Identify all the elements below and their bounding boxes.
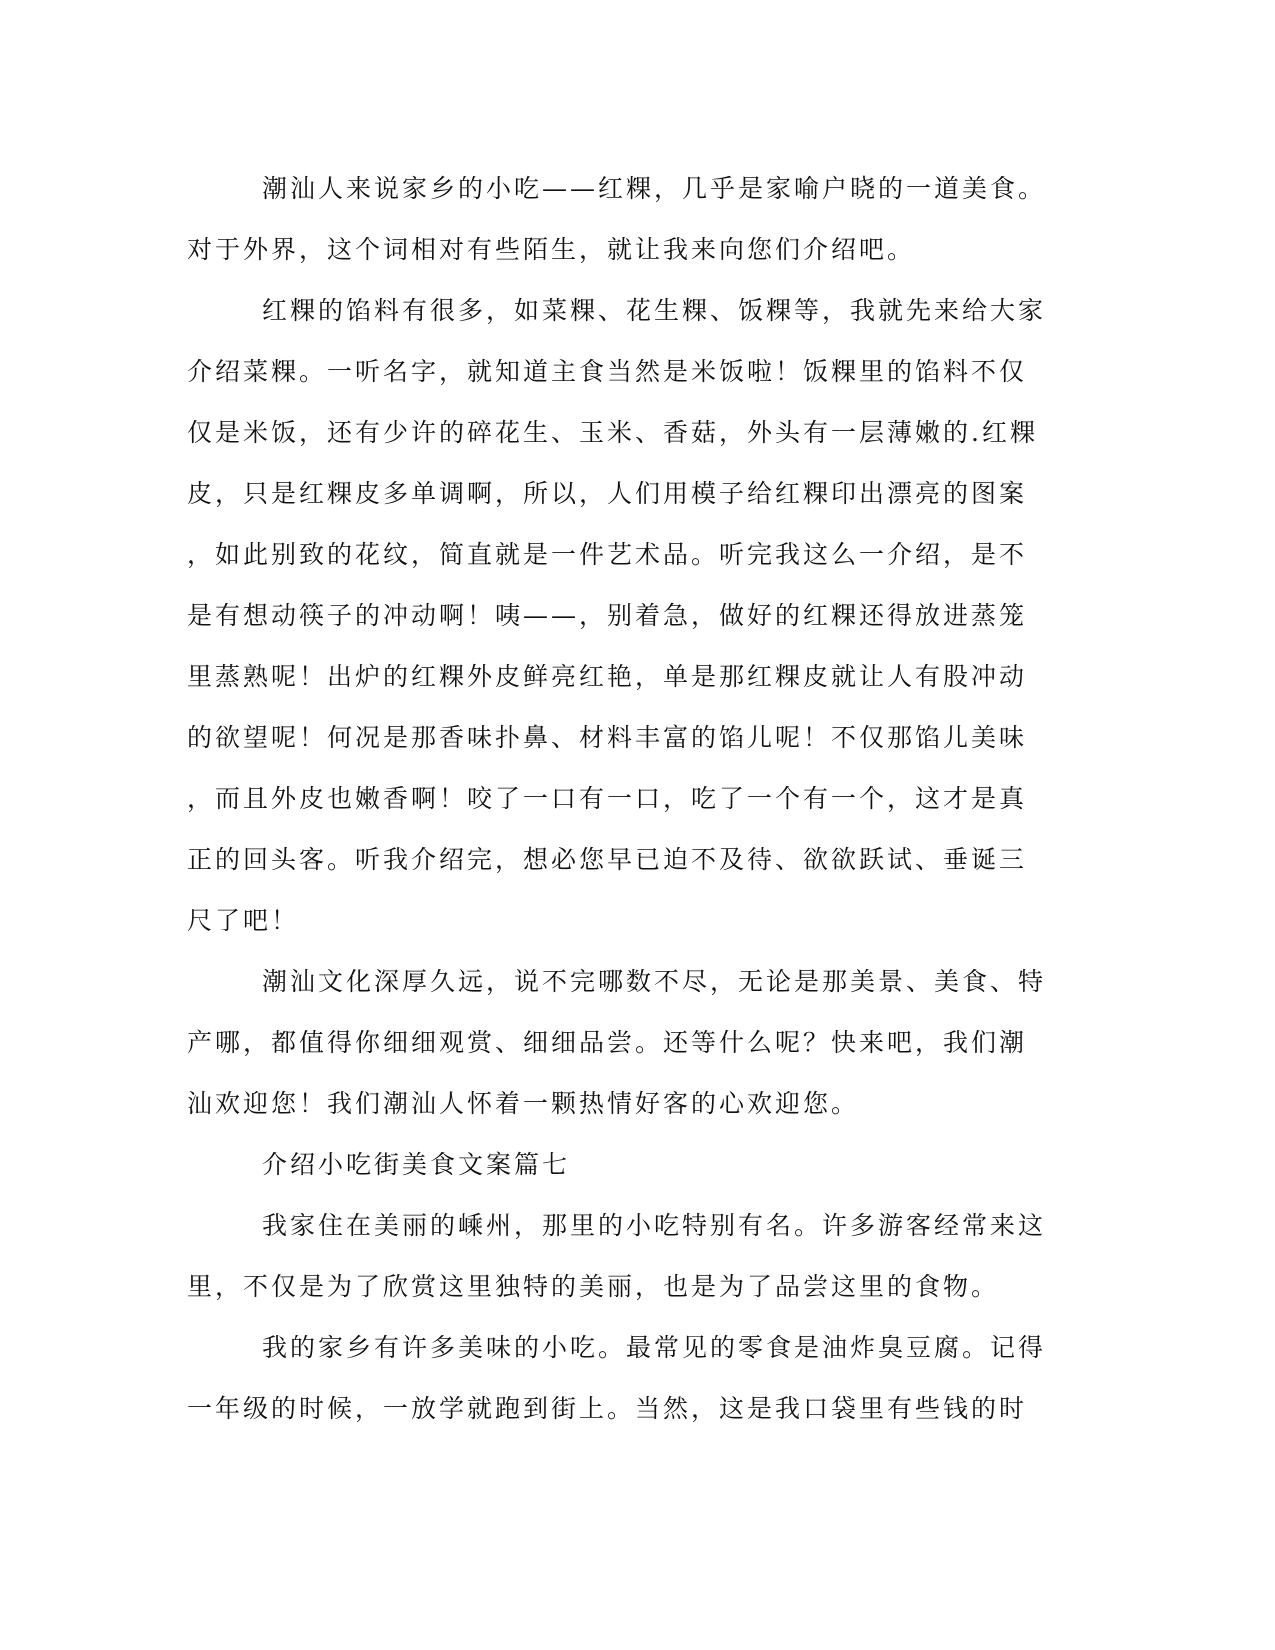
section-heading: 介绍小吃街美食文案篇七 — [262, 1150, 571, 1179]
text-line: 我家住在美丽的嵊州，那里的小吃特别有名。许多游客经常来这 — [262, 1211, 1047, 1240]
text-line: 潮汕文化深厚久远，说不完哪数不尽，无论是那美景、美食、特 — [262, 967, 1047, 996]
text-line: 介绍菜粿。一听名字，就知道主食当然是米饭啦！饭粿里的馅料不仅 — [187, 357, 1028, 386]
text-line: 一年级的时候，一放学就跑到街上。当然，这是我口袋里有些钱的时 — [187, 1394, 1028, 1423]
text-line: 正的回头客。听我介绍完，想必您早已迫不及待、欲欲跃试、垂诞三 — [187, 845, 1028, 874]
text-line: 仅是米饭，还有少许的碎花生、玉米、香菇，外头有一层薄嫩的.红粿 — [187, 418, 1038, 447]
text-line: 对于外界，这个词相对有些陌生，就让我来向您们介绍吧。 — [187, 235, 916, 264]
text-line: 尺了吧！ — [187, 906, 300, 935]
text-line: 的欲望呢！何况是那香味扑鼻、材料丰富的馅儿呢！不仅那馅儿美味 — [187, 723, 1028, 752]
text-line: 汕欢迎您！我们潮汕人怀着一颗热情好客的心欢迎您。 — [187, 1089, 860, 1118]
document-body — [187, 158, 1077, 1439]
text-line: 皮，只是红粿皮多单调啊，所以，人们用模子给红粿印出漂亮的图案 — [187, 479, 1028, 508]
text-line: 产哪，都值得你细细观赏、细细品尝。还等什么呢？快来吧，我们潮 — [187, 1028, 1028, 1057]
text-line: 里，不仅是为了欣赏这里独特的美丽，也是为了品尝这里的食物。 — [187, 1272, 1000, 1301]
text-line: ，而且外皮也嫩香啊！咬了一口有一口，吃了一个有一个，这才是真 — [187, 784, 1028, 813]
text-line: ，如此别致的花纹，简直就是一件艺术品。听完我这么一介绍，是不 — [187, 540, 1028, 569]
text-line: 潮汕人来说家乡的小吃——红粿，几乎是家喻户晓的一道美食。 — [262, 174, 1047, 203]
text-line: 是有想动筷子的冲动啊！咦——，别着急，做好的红粿还得放进蒸笼 — [187, 601, 1028, 630]
text-line: 我的家乡有许多美味的小吃。最常见的零食是油炸臭豆腐。记得 — [262, 1333, 1047, 1362]
text-line: 里蒸熟呢！出炉的红粿外皮鲜亮红艳，单是那红粿皮就让人有股冲动 — [187, 662, 1028, 691]
text-line: 红粿的馅料有很多，如菜粿、花生粿、饭粿等，我就先来给大家 — [262, 296, 1047, 325]
